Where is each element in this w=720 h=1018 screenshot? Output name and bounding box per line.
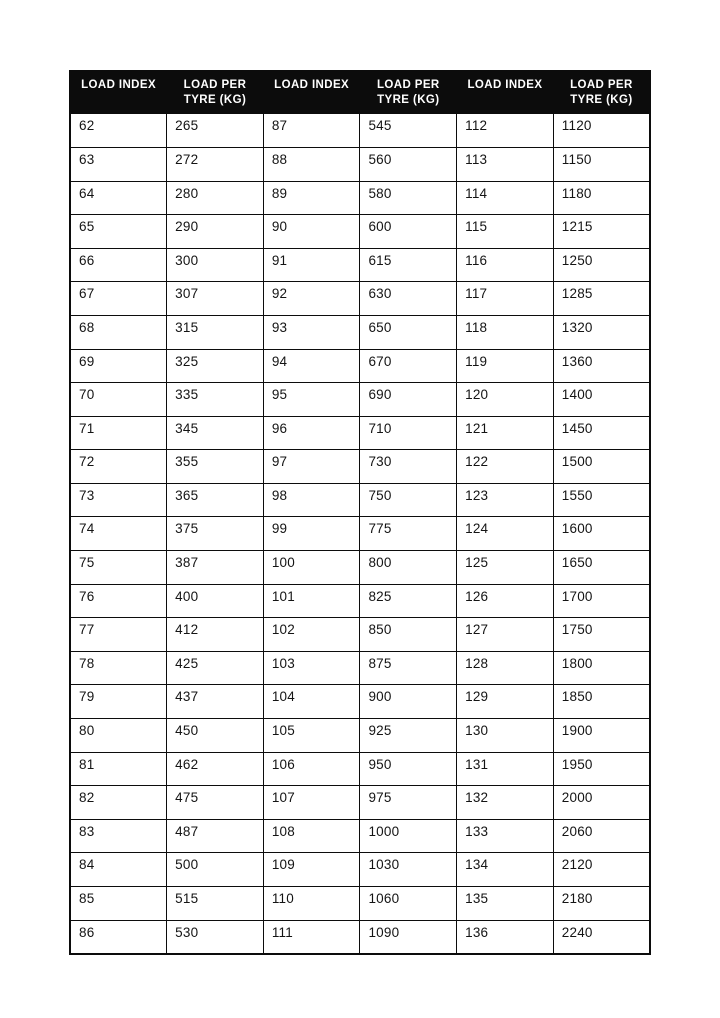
table-row	[70, 215, 650, 249]
cell-load-index: 111	[263, 920, 360, 954]
cell-load-per-tyre: 1360	[553, 349, 650, 383]
cell-load-per-tyre: 630	[360, 282, 457, 316]
cell-load-per-tyre: 580	[360, 181, 457, 215]
cell-load-index: 69	[70, 349, 167, 383]
cell-load-per-tyre: 1215	[553, 215, 650, 249]
cell-load-per-tyre: 775	[360, 517, 457, 551]
table-row	[70, 719, 650, 753]
cell-load-index: 62	[70, 114, 167, 148]
cell-load-per-tyre: 1750	[553, 618, 650, 652]
cell-load-index: 110	[263, 887, 360, 921]
column-header-load-index-3: LOAD INDEX	[457, 71, 554, 114]
cell-load-index: 74	[70, 517, 167, 551]
cell-load-index: 121	[457, 416, 554, 450]
cell-load-per-tyre: 1550	[553, 483, 650, 517]
cell-load-per-tyre: 280	[167, 181, 264, 215]
cell-load-index: 88	[263, 147, 360, 181]
cell-load-index: 105	[263, 719, 360, 753]
cell-load-per-tyre: 1090	[360, 920, 457, 954]
cell-load-per-tyre: 545	[360, 114, 457, 148]
cell-load-per-tyre: 365	[167, 483, 264, 517]
cell-load-index: 109	[263, 853, 360, 887]
cell-load-index: 85	[70, 887, 167, 921]
cell-load-index: 77	[70, 618, 167, 652]
cell-load-per-tyre: 900	[360, 685, 457, 719]
cell-load-per-tyre: 1150	[553, 147, 650, 181]
table-row	[70, 651, 650, 685]
column-header-load-index-2: LOAD INDEX	[263, 71, 360, 114]
cell-load-per-tyre: 2000	[553, 786, 650, 820]
table-row	[70, 416, 650, 450]
cell-load-per-tyre: 487	[167, 819, 264, 853]
cell-load-per-tyre: 1120	[553, 114, 650, 148]
cell-load-index: 91	[263, 248, 360, 282]
cell-load-per-tyre: 850	[360, 618, 457, 652]
cell-load-per-tyre: 272	[167, 147, 264, 181]
cell-load-per-tyre: 475	[167, 786, 264, 820]
cell-load-index: 84	[70, 853, 167, 887]
cell-load-per-tyre: 325	[167, 349, 264, 383]
cell-load-per-tyre: 750	[360, 483, 457, 517]
cell-load-per-tyre: 1650	[553, 551, 650, 585]
cell-load-index: 119	[457, 349, 554, 383]
cell-load-index: 120	[457, 383, 554, 417]
cell-load-index: 108	[263, 819, 360, 853]
cell-load-index: 100	[263, 551, 360, 585]
cell-load-per-tyre: 530	[167, 920, 264, 954]
cell-load-per-tyre: 1285	[553, 282, 650, 316]
header-row	[70, 71, 650, 114]
cell-load-per-tyre: 1850	[553, 685, 650, 719]
cell-load-index: 129	[457, 685, 554, 719]
cell-load-per-tyre: 670	[360, 349, 457, 383]
cell-load-per-tyre: 950	[360, 752, 457, 786]
cell-load-index: 104	[263, 685, 360, 719]
cell-load-per-tyre: 600	[360, 215, 457, 249]
cell-load-per-tyre: 1320	[553, 315, 650, 349]
cell-load-index: 123	[457, 483, 554, 517]
table-row	[70, 887, 650, 921]
cell-load-per-tyre: 387	[167, 551, 264, 585]
cell-load-index: 133	[457, 819, 554, 853]
cell-load-index: 68	[70, 315, 167, 349]
cell-load-index: 75	[70, 551, 167, 585]
cell-load-per-tyre: 1950	[553, 752, 650, 786]
cell-load-per-tyre: 437	[167, 685, 264, 719]
cell-load-per-tyre: 1800	[553, 651, 650, 685]
cell-load-index: 113	[457, 147, 554, 181]
cell-load-per-tyre: 375	[167, 517, 264, 551]
cell-load-per-tyre: 875	[360, 651, 457, 685]
table-row	[70, 819, 650, 853]
cell-load-per-tyre: 1500	[553, 450, 650, 484]
table-row	[70, 114, 650, 148]
column-header-load-index-1: LOAD INDEX	[70, 71, 167, 114]
cell-load-per-tyre: 1030	[360, 853, 457, 887]
cell-load-per-tyre: 500	[167, 853, 264, 887]
table-row	[70, 315, 650, 349]
table-row	[70, 517, 650, 551]
table-row	[70, 450, 650, 484]
cell-load-index: 89	[263, 181, 360, 215]
table-row	[70, 551, 650, 585]
table-row	[70, 181, 650, 215]
cell-load-per-tyre: 690	[360, 383, 457, 417]
cell-load-per-tyre: 265	[167, 114, 264, 148]
cell-load-per-tyre: 1060	[360, 887, 457, 921]
cell-load-index: 124	[457, 517, 554, 551]
cell-load-per-tyre: 412	[167, 618, 264, 652]
column-header-load-per-tyre-2: LOAD PER TYRE (KG)	[360, 71, 457, 114]
table-row	[70, 282, 650, 316]
cell-load-per-tyre: 650	[360, 315, 457, 349]
table-row	[70, 584, 650, 618]
cell-load-index: 97	[263, 450, 360, 484]
cell-load-per-tyre: 1250	[553, 248, 650, 282]
cell-load-index: 79	[70, 685, 167, 719]
cell-load-index: 86	[70, 920, 167, 954]
cell-load-per-tyre: 2180	[553, 887, 650, 921]
cell-load-index: 90	[263, 215, 360, 249]
cell-load-index: 117	[457, 282, 554, 316]
cell-load-index: 115	[457, 215, 554, 249]
cell-load-index: 78	[70, 651, 167, 685]
cell-load-index: 73	[70, 483, 167, 517]
cell-load-index: 112	[457, 114, 554, 148]
cell-load-index: 122	[457, 450, 554, 484]
table-row	[70, 618, 650, 652]
cell-load-index: 101	[263, 584, 360, 618]
cell-load-index: 107	[263, 786, 360, 820]
cell-load-index: 71	[70, 416, 167, 450]
cell-load-per-tyre: 515	[167, 887, 264, 921]
cell-load-index: 72	[70, 450, 167, 484]
cell-load-index: 116	[457, 248, 554, 282]
cell-load-index: 64	[70, 181, 167, 215]
cell-load-per-tyre: 2240	[553, 920, 650, 954]
cell-load-index: 114	[457, 181, 554, 215]
cell-load-index: 102	[263, 618, 360, 652]
cell-load-per-tyre: 1600	[553, 517, 650, 551]
cell-load-index: 106	[263, 752, 360, 786]
cell-load-index: 93	[263, 315, 360, 349]
column-header-load-per-tyre-3: LOAD PER TYRE (KG)	[553, 71, 650, 114]
cell-load-per-tyre: 2060	[553, 819, 650, 853]
cell-load-index: 81	[70, 752, 167, 786]
cell-load-per-tyre: 300	[167, 248, 264, 282]
cell-load-index: 92	[263, 282, 360, 316]
cell-load-per-tyre: 315	[167, 315, 264, 349]
table-header	[70, 71, 650, 114]
cell-load-index: 70	[70, 383, 167, 417]
table-row	[70, 786, 650, 820]
cell-load-index: 95	[263, 383, 360, 417]
table-row	[70, 853, 650, 887]
cell-load-index: 76	[70, 584, 167, 618]
cell-load-index: 67	[70, 282, 167, 316]
table-row	[70, 248, 650, 282]
cell-load-per-tyre: 1400	[553, 383, 650, 417]
cell-load-index: 136	[457, 920, 554, 954]
cell-load-per-tyre: 450	[167, 719, 264, 753]
cell-load-per-tyre: 560	[360, 147, 457, 181]
cell-load-per-tyre: 355	[167, 450, 264, 484]
cell-load-per-tyre: 710	[360, 416, 457, 450]
column-header-load-per-tyre-1: LOAD PER TYRE (KG)	[167, 71, 264, 114]
cell-load-index: 125	[457, 551, 554, 585]
cell-load-per-tyre: 345	[167, 416, 264, 450]
cell-load-per-tyre: 2120	[553, 853, 650, 887]
load-index-table	[69, 70, 651, 955]
cell-load-per-tyre: 307	[167, 282, 264, 316]
table-row	[70, 383, 650, 417]
cell-load-index: 132	[457, 786, 554, 820]
cell-load-per-tyre: 462	[167, 752, 264, 786]
cell-load-per-tyre: 1000	[360, 819, 457, 853]
table-body	[70, 114, 650, 954]
cell-load-index: 131	[457, 752, 554, 786]
cell-load-per-tyre: 1900	[553, 719, 650, 753]
cell-load-index: 98	[263, 483, 360, 517]
cell-load-per-tyre: 335	[167, 383, 264, 417]
cell-load-index: 103	[263, 651, 360, 685]
cell-load-index: 83	[70, 819, 167, 853]
cell-load-per-tyre: 1180	[553, 181, 650, 215]
cell-load-index: 99	[263, 517, 360, 551]
cell-load-index: 87	[263, 114, 360, 148]
cell-load-index: 118	[457, 315, 554, 349]
cell-load-per-tyre: 925	[360, 719, 457, 753]
cell-load-index: 126	[457, 584, 554, 618]
cell-load-per-tyre: 290	[167, 215, 264, 249]
table-row	[70, 752, 650, 786]
cell-load-index: 63	[70, 147, 167, 181]
cell-load-index: 65	[70, 215, 167, 249]
cell-load-index: 127	[457, 618, 554, 652]
cell-load-index: 96	[263, 416, 360, 450]
cell-load-per-tyre: 800	[360, 551, 457, 585]
cell-load-per-tyre: 825	[360, 584, 457, 618]
cell-load-per-tyre: 730	[360, 450, 457, 484]
cell-load-index: 128	[457, 651, 554, 685]
cell-load-index: 130	[457, 719, 554, 753]
cell-load-per-tyre: 400	[167, 584, 264, 618]
cell-load-index: 80	[70, 719, 167, 753]
table-row	[70, 349, 650, 383]
cell-load-index: 94	[263, 349, 360, 383]
table-row	[70, 920, 650, 954]
cell-load-index: 135	[457, 887, 554, 921]
table-row	[70, 483, 650, 517]
cell-load-per-tyre: 975	[360, 786, 457, 820]
cell-load-per-tyre: 425	[167, 651, 264, 685]
cell-load-index: 82	[70, 786, 167, 820]
table-row	[70, 147, 650, 181]
table-row	[70, 685, 650, 719]
cell-load-index: 66	[70, 248, 167, 282]
cell-load-per-tyre: 615	[360, 248, 457, 282]
cell-load-per-tyre: 1700	[553, 584, 650, 618]
cell-load-per-tyre: 1450	[553, 416, 650, 450]
cell-load-index: 134	[457, 853, 554, 887]
